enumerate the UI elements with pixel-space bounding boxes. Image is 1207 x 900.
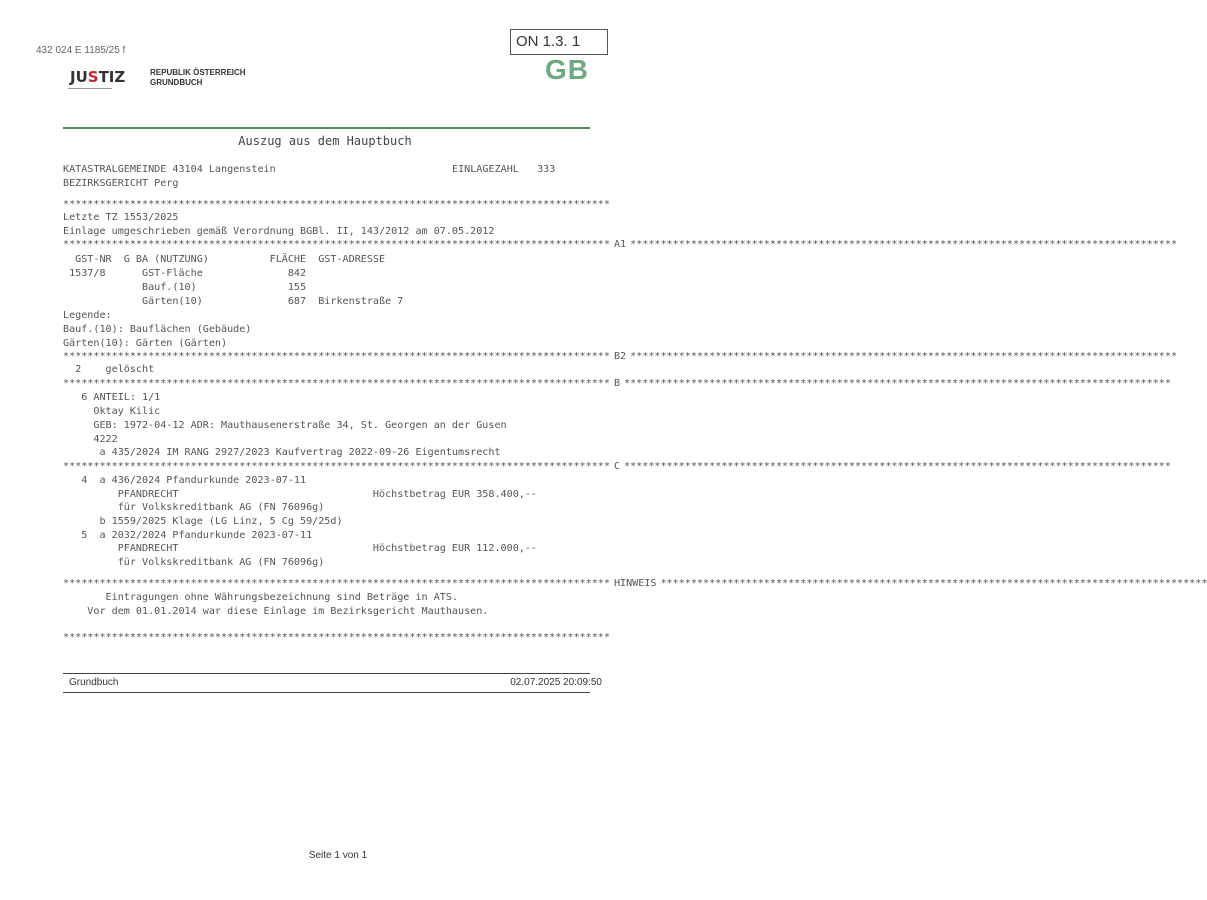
c-line: für Volkskreditbank AG (FN 76096g) bbox=[63, 557, 325, 568]
asterisk-fill: ****************************************************************************************** bbox=[63, 632, 610, 643]
asterisk-fill: ****************************************************************************************** bbox=[63, 239, 610, 250]
c-line: b 1559/2025 Klage (LG Linz, 5 Cg 59/25d) bbox=[63, 516, 343, 527]
b-line: Oktay Kilic bbox=[63, 406, 161, 417]
asterisk-fill: ****************************************************************************************** bbox=[624, 461, 1171, 472]
asterisk-fill: ****************************************************************************************** bbox=[63, 461, 610, 472]
c-line: für Volkskreditbank AG (FN 76096g) bbox=[63, 502, 325, 513]
umschreibung: Einlage umgeschrieben gemäß Verordnung BGBl. II, 143/2012 am 07.05.2012 bbox=[63, 226, 495, 237]
asterisk-fill: ****************************************************************************************** bbox=[630, 239, 1178, 250]
gb-stamp: GB bbox=[545, 54, 589, 85]
asterisk-fill: ****************************************************************************************** bbox=[63, 199, 610, 210]
bezirksgericht: BEZIRKSGERICHT Perg bbox=[63, 178, 179, 189]
page-number: Seite 1 von 1 bbox=[308, 850, 368, 861]
asterisk-fill: ****************************************************************************************** bbox=[63, 578, 610, 589]
republic-label: REPUBLIK ÖSTERREICH bbox=[150, 68, 246, 77]
header-rule bbox=[63, 127, 590, 129]
b-line: a 435/2024 IM RANG 2927/2023 Kaufvertrag 2022-09-26 Eigentumsrecht bbox=[63, 447, 501, 458]
b-line: 4222 bbox=[63, 434, 118, 445]
table-header: GST-NR G BA (NUTZUNG) FLÄCHE GST-ADRESSE bbox=[63, 254, 386, 265]
case-reference: 432 024 E 1185/25 f bbox=[36, 45, 126, 56]
c-line: 5 a 2032/2024 Pfandurkunde 2023-07-11 bbox=[63, 530, 313, 541]
section-c-header: ****************************************************************************************** C ****************************************************************************************** bbox=[63, 461, 1171, 472]
section-hinweis-header: ****************************************************************************************** HINWEIS ****************************************************************************************** bbox=[63, 578, 1207, 589]
separator bbox=[63, 632, 610, 644]
table-row: Gärten(10) 687 Birkenstraße 7 bbox=[63, 296, 404, 307]
section-b-header: ****************************************************************************************** B ****************************************************************************************** bbox=[63, 378, 1171, 389]
document-title: Auszug aus dem Hauptbuch bbox=[238, 134, 412, 148]
footer-rule bbox=[63, 673, 590, 674]
katastralgemeinde: KATASTRALGEMEINDE 43104 Langenstein bbox=[63, 164, 276, 175]
letzte-tz: Letzte TZ 1553/2025 bbox=[63, 212, 179, 223]
table-row: 1537/8 GST-Fläche 842 bbox=[63, 268, 307, 279]
section-a1-header: ****************************************************************************************** A1 ****************************************************************************************** bbox=[63, 239, 1178, 250]
c-line: PFANDRECHT Höchstbetrag EUR 112.000,-- bbox=[63, 543, 538, 554]
logo-underline bbox=[68, 88, 112, 89]
footer-label: Grundbuch bbox=[69, 677, 119, 688]
asterisk-fill: ****************************************************************************************** bbox=[624, 378, 1171, 389]
einlagezahl: EINLAGEZAHL 333 bbox=[452, 164, 556, 175]
hinweis-line: Vor dem 01.01.2014 war diese Einlage im Bezirksgericht Mauthausen. bbox=[63, 606, 489, 617]
footer-datetime: 02.07.2025 20:09:50 bbox=[510, 677, 602, 688]
authority-name bbox=[150, 68, 246, 88]
c-line: 4 a 436/2024 Pfandurkunde 2023-07-11 bbox=[63, 475, 307, 486]
legende-item: Gärten(10): Gärten (Gärten) bbox=[63, 338, 228, 349]
asterisk-fill: ****************************************************************************************** bbox=[63, 351, 610, 362]
on-number: ON 1.3. 1 bbox=[516, 33, 581, 50]
asterisk-fill: ****************************************************************************************** bbox=[630, 351, 1178, 362]
legende-item: Bauf.(10): Bauflächen (Gebäude) bbox=[63, 324, 252, 335]
justiz-logo: JUSTIZ bbox=[70, 68, 126, 86]
section-b2-header: ****************************************************************************************** B2 ****************************************************************************************** bbox=[63, 351, 1178, 362]
separator bbox=[63, 199, 610, 211]
table-row: Bauf.(10) 155 bbox=[63, 282, 307, 293]
legende-title: Legende: bbox=[63, 310, 112, 321]
b2-entry: 2 gelöscht bbox=[63, 364, 155, 375]
c-line: PFANDRECHT Höchstbetrag EUR 358.400,-- bbox=[63, 489, 538, 500]
b-line: GEB: 1972-04-12 ADR: Mauthausenerstraße 34, St. Georgen an der Gusen bbox=[63, 420, 507, 431]
hinweis-line: Eintragungen ohne Währungsbezeichnung sind Beträge in ATS. bbox=[63, 592, 459, 603]
b-line: 6 ANTEIL: 1/1 bbox=[63, 392, 161, 403]
footer-rule bbox=[63, 692, 590, 693]
asterisk-fill: ****************************************************************************************** bbox=[63, 378, 610, 389]
grundbuch-label: GRUNDBUCH bbox=[150, 78, 203, 87]
asterisk-fill: ****************************************************************************************** bbox=[660, 578, 1207, 589]
